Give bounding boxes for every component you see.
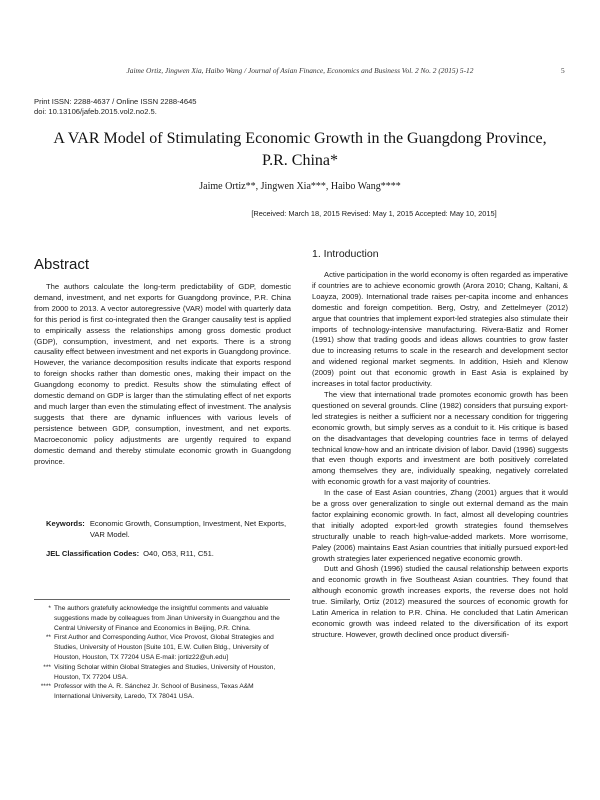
footnotes: [34, 604, 291, 702]
page-number: 5: [561, 66, 565, 75]
paper-title-line-1: A VAR Model of Stimulating Economic Growth in the Guangdong Province,: [53, 130, 547, 147]
footnote-mark: **: [45, 634, 51, 642]
received-dates: [0, 209, 600, 218]
paper-title-line-2: P.R. China*: [261, 152, 338, 169]
jel-label: JEL Classification Codes:: [46, 549, 140, 558]
footnote-text: First Author and Corresponding Author, Vice Provost, Global Strategies and Studies, University of Houston [Suite 101, E.W. Cullen Bldg., University of Houston, Houston, TX 77204 USA E-mail: jortiz22@uh.edu]: [54, 634, 274, 661]
footnote-4: [34, 682, 291, 702]
footnote-1: [34, 604, 291, 633]
abstract-heading: Abstract: [34, 256, 90, 273]
footnote-mark: ***: [43, 663, 51, 671]
intro-paragraph-2: The view that international trade promotes economic growth has been questioned on several grounds. Cline (1982) considers that pursuing export-led strategies is neither a sufficient nor a necessary condition for triggering economic growth, but simply serves as a conduit to it. His critique is based on the disadvantages that developing countries face in terms of delayed technical know-how and an intricate division of labor. David (1996) suggests that even though exports and investment are both positively correlated among themselves they are, individually speaking, negatively correlated with economic growth for a vast majority of countries.: [312, 389, 568, 487]
intro-paragraph-1: Active participation in the world economy is often regarded as imperative if countries are to achieve economic growth (Arora 2010; Chang, Kaltani, & Loayza, 2009). International trade raises per-capita income and enhances domestic and foreign competition. Berg, Ostry, and Zettelmeyer (2012) argue that countries that implement export-led strategies also stimulate their imports of technology-intensive manufacturing. Rivera-Batiz and Romer (1991) show that trading goods and ideas allows countries to grow faster due to increasing returns to scale in the research and development sector and widened regional market segments. In addition, Hsieh and Klenow (2009) point out that economic growth in East Asia is explained by increases in total factor productivity.: [312, 270, 568, 389]
issn-block: [34, 97, 197, 116]
introduction-heading: 1. Introduction: [312, 248, 379, 260]
keywords: [46, 519, 291, 541]
abstract-body: [34, 282, 291, 467]
footnote-3: [34, 663, 291, 683]
issn-line: Print ISSN: 2288-4637 / Online ISSN 2288-4645: [34, 97, 197, 106]
footnote-text: Visiting Scholar within Global Strategies and Studies, University of Houston, Houston, TX 77204 USA.: [54, 663, 276, 681]
received-dates-text: [Received: March 18, 2015 Revised: May 1, 2015 Accepted: May 10, 2015]: [251, 209, 497, 218]
paper-title: [0, 128, 600, 172]
footnote-mark: *: [48, 605, 51, 612]
author-list: Jaime Ortiz**, Jingwen Xia***, Haibo Wang****: [199, 181, 401, 192]
running-head-text: Jaime Ortiz, Jingwen Xia, Haibo Wang / Journal of Asian Finance, Economics and Business Vol. 2 No. 2 (2015) 5-12: [126, 66, 474, 75]
keywords-label: Keywords:: [46, 519, 85, 528]
jel-codes: [46, 549, 214, 558]
introduction-body: [312, 270, 568, 641]
footnote-2: [34, 633, 291, 662]
doi-line: doi: 10.13106/jafeb.2015.vol2.no2.5.: [34, 106, 157, 116]
intro-paragraph-4: Dutt and Ghosh (1996) studied the causal relationship between exports and economic growth in five Southeast Asian countries. They found that although economic growth increases exports, the reverse does not hold true. Similarly, Ortiz (2012) measured the sources of economic growth for Latin America in relation to P.R. China. He concluded that Latin American economic growth was indeed related to the diversification of its export structure. However, growth declined once product diversifi-: [312, 564, 568, 639]
footnote-text: The authors gratefully acknowledge the insightful comments and valuable suggestions made by colleagues from Jinan University in Guangzhou and the Central University of Finance and Economics in Beijing, P.R. China.: [54, 605, 280, 632]
jel-text: O40, O53, R11, C51.: [143, 549, 214, 558]
keywords-text: Economic Growth, Consumption, Investment, Net Exports, VAR Model.: [89, 519, 287, 539]
footnote-text: Professor with the A. R. Sánchez Jr. School of Business, Texas A&M International University, Laredo, TX 78041 USA.: [54, 683, 254, 701]
footnote-mark: ****: [40, 683, 51, 691]
footnote-divider: [34, 599, 290, 600]
intro-paragraph-3: In the case of East Asian countries, Zhang (2001) argues that it would be a gross over generalization to single out external demand as the main factor explaining economic growth. In fact, almost all developing countries that initially adopted export-led growth strategies found themselves structurally unable to reach high-value-added markets. More worrisome, Paley (2006) maintains East Asian countries that initially pursued export-led growth strategies later experienced negative economic growth.: [312, 488, 568, 563]
abstract-paragraph: The authors calculate the long-term predictability of GDP, domestic demand, investment, and net exports for Guangdong province, P.R. China from 2000 to 2013. A vector autoregressive (VAR) model with quarterly data for this period is first co-integrated then the Granger causality test is applied to empirically assess the relationships among gross domestic product (GDP), consumption, investment, and net exports. There is a strong causality effect between investment and net exports in Guangdong province. However, the variance decomposition results indicate that exports respond to foreign shocks rather than domestic ones, making their impact on the Guangdong economy to predict. Results show the stimulating effect of domestic demand on GDP is larger than the stimulating effect of net exports and much larger than even the stimulating effect of investment. The analysis suggests that there are dynamic influences with various levels of persistence between GDP, consumption, investment, and net exports. Macroeconomic policy adjustments are urgently required to expand domestic demand and thereby stimulate economic growth in Guangdong province.: [34, 282, 291, 466]
